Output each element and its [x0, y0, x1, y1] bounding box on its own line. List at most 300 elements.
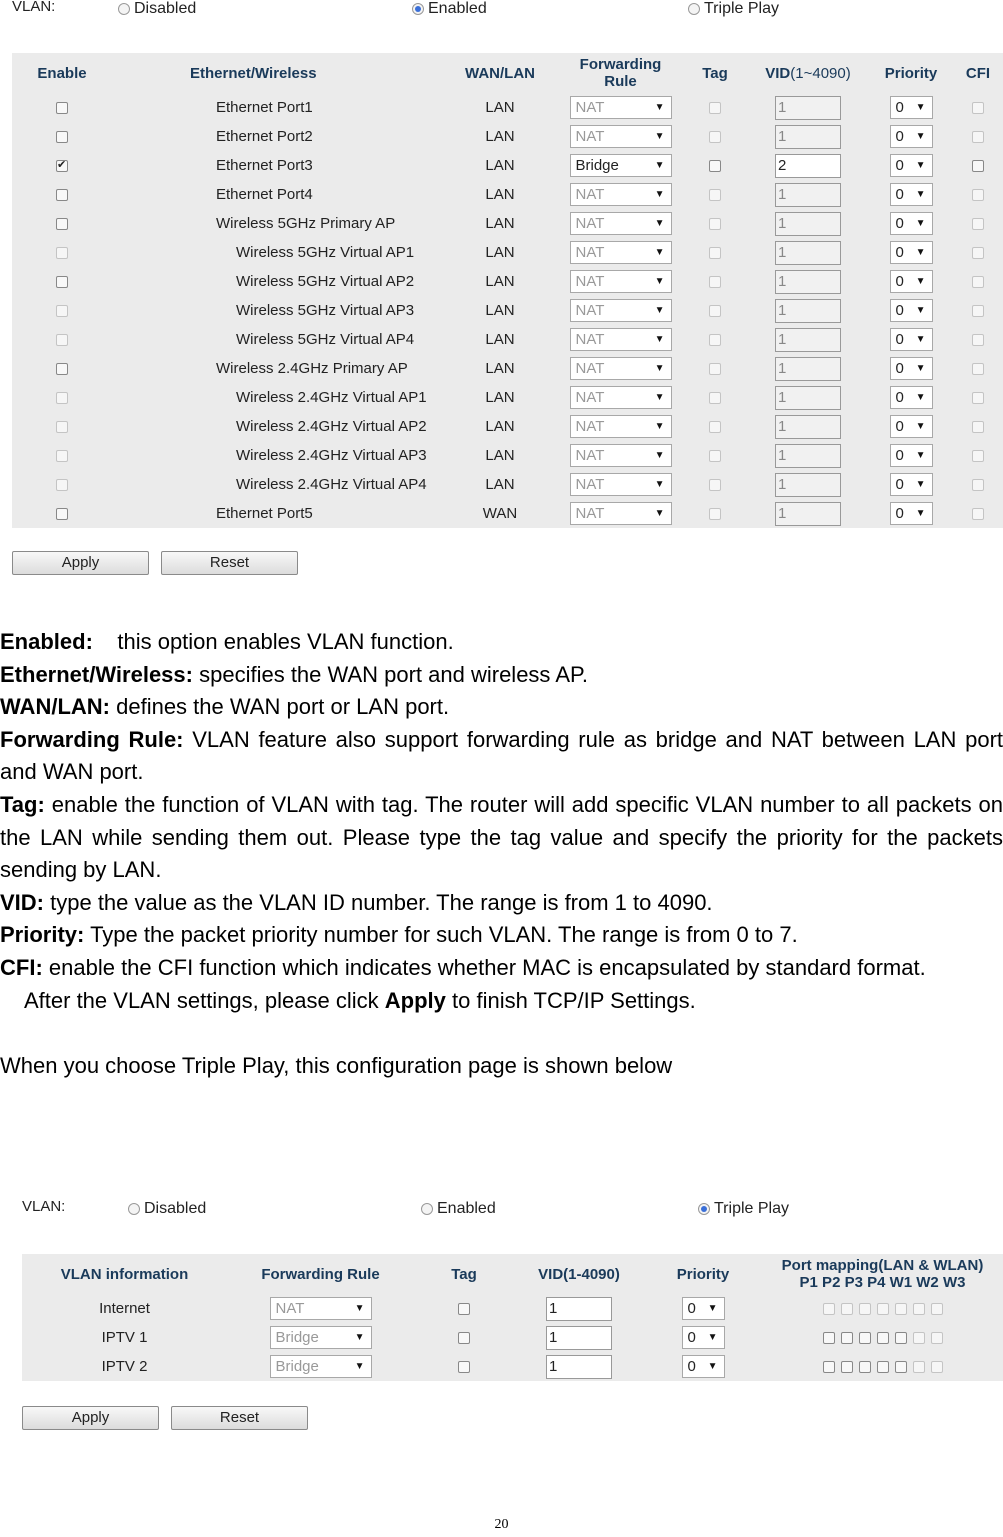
- priority-cell: [869, 209, 953, 238]
- port-map-checkbox[interactable]: [859, 1332, 871, 1344]
- dropdown-arrow-icon: ▼: [915, 508, 926, 519]
- priority-value: 0: [895, 273, 904, 290]
- priority-cell: [869, 180, 953, 209]
- enable-checkbox[interactable]: [56, 189, 68, 201]
- forwarding-rule-select[interactable]: [570, 502, 672, 525]
- tag-checkbox[interactable]: [458, 1361, 470, 1373]
- forwarding-rule-select[interactable]: [270, 1297, 372, 1320]
- forwarding-rule-value: Bridge: [575, 157, 619, 174]
- vid-input[interactable]: [775, 241, 841, 265]
- vlan-mode-row-2: [0, 1200, 1003, 1222]
- port-map-checkbox[interactable]: [895, 1332, 907, 1344]
- tag-checkbox[interactable]: [709, 276, 721, 288]
- tag-checkbox[interactable]: [709, 305, 721, 317]
- vid-cell: [747, 151, 869, 180]
- forwarding-rule-value: NAT: [575, 215, 605, 232]
- enable-checkbox[interactable]: [56, 392, 68, 404]
- enable-checkbox[interactable]: [56, 102, 68, 114]
- radio-disabled-2[interactable]: [128, 1200, 206, 1218]
- desc-tag: [0, 789, 1003, 887]
- wan-lan-value: LAN: [485, 273, 515, 290]
- priority-select[interactable]: [890, 299, 933, 322]
- table-row: [22, 1323, 1003, 1352]
- wan-lan-cell: [442, 180, 558, 209]
- cfi-cell: [953, 470, 1003, 499]
- vid-value: 1: [778, 475, 787, 493]
- forwarding-rule-cell: [558, 122, 683, 151]
- port-mapping-cell: [762, 1323, 1003, 1352]
- vid-value: 1: [549, 1357, 558, 1375]
- tag-checkbox[interactable]: [709, 363, 721, 375]
- tag-checkbox[interactable]: [709, 450, 721, 462]
- cfi-checkbox[interactable]: [972, 479, 984, 491]
- dropdown-arrow-icon: ▼: [654, 421, 665, 432]
- cfi-checkbox[interactable]: [972, 334, 984, 346]
- text-enabled: this option enables VLAN function.: [117, 629, 454, 654]
- port-map-checkbox[interactable]: [931, 1303, 943, 1315]
- dropdown-arrow-icon: ▼: [915, 421, 926, 432]
- radio-selected-icon[interactable]: [412, 3, 424, 15]
- dropdown-arrow-icon: ▼: [915, 334, 926, 345]
- vid-cell: [747, 441, 869, 470]
- port-map-checkbox[interactable]: [841, 1361, 853, 1373]
- tag-checkbox[interactable]: [709, 247, 721, 259]
- term-cfi: CFI:: [0, 954, 43, 980]
- forwarding-rule-select[interactable]: [570, 415, 672, 438]
- tag-cell: [414, 1352, 514, 1381]
- cfi-checkbox[interactable]: [972, 392, 984, 404]
- vid-value: 2: [778, 156, 787, 174]
- port-map-checkbox[interactable]: [913, 1332, 925, 1344]
- port-name-cell: [112, 122, 442, 151]
- forwarding-rule-value: NAT: [575, 447, 605, 464]
- radio-icon[interactable]: [421, 1203, 433, 1215]
- forwarding-rule-select[interactable]: [570, 125, 672, 148]
- vid-input[interactable]: [775, 270, 841, 294]
- vid-cell: [747, 325, 869, 354]
- vlan-info-cell: [22, 1294, 227, 1323]
- forwarding-rule-select[interactable]: [570, 299, 672, 322]
- vid-value: 1: [778, 359, 787, 377]
- forwarding-rule-select[interactable]: [570, 357, 672, 380]
- radio-icon[interactable]: [688, 3, 700, 15]
- forwarding-rule-cell: [558, 441, 683, 470]
- dropdown-arrow-icon: ▼: [915, 363, 926, 374]
- port-name-cell: [112, 209, 442, 238]
- port-map-checkbox[interactable]: [913, 1361, 925, 1373]
- text-ethernet-wireless: specifies the WAN port and wireless AP.: [199, 661, 588, 687]
- forwarding-rule-select[interactable]: [570, 212, 672, 235]
- radio-enabled-2[interactable]: [421, 1200, 496, 1218]
- text-after-prefix: After the VLAN settings, please click: [24, 987, 379, 1013]
- wan-lan-cell: [442, 151, 558, 180]
- cfi-checkbox[interactable]: [972, 131, 984, 143]
- tag-cell: [683, 296, 747, 325]
- term-vid: VID:: [0, 889, 44, 915]
- tag-checkbox[interactable]: [709, 421, 721, 433]
- cfi-checkbox[interactable]: [972, 421, 984, 433]
- vid-input[interactable]: [775, 183, 841, 207]
- port-map-checkbox[interactable]: [895, 1303, 907, 1315]
- port-name-cell: [112, 151, 442, 180]
- cfi-checkbox[interactable]: [972, 102, 984, 114]
- wan-lan-value: LAN: [485, 389, 515, 406]
- forwarding-rule-select[interactable]: [570, 386, 672, 409]
- forwarding-rule-cell: [558, 470, 683, 499]
- priority-cell: [869, 93, 953, 122]
- port-map-checkbox[interactable]: [859, 1361, 871, 1373]
- wan-lan-cell: [442, 93, 558, 122]
- vid-input[interactable]: [775, 444, 841, 468]
- priority-select[interactable]: [890, 386, 933, 409]
- dropdown-arrow-icon: ▼: [654, 479, 665, 490]
- forwarding-rule-cell: [558, 354, 683, 383]
- forwarding-rule-cell: [558, 238, 683, 267]
- vid-input[interactable]: [546, 1297, 612, 1321]
- wan-lan-cell: [442, 441, 558, 470]
- table-row: [12, 470, 1003, 499]
- priority-cell: [644, 1323, 762, 1352]
- priority-select[interactable]: [890, 154, 933, 177]
- port-map-checkbox[interactable]: [877, 1332, 889, 1344]
- vid-input[interactable]: [775, 154, 841, 178]
- dropdown-arrow-icon: ▼: [654, 363, 665, 374]
- port-name: Wireless 2.4GHz Virtual AP1: [236, 389, 427, 406]
- priority-select[interactable]: [682, 1326, 725, 1349]
- priority-select[interactable]: [890, 473, 933, 496]
- enable-cell: [12, 93, 112, 122]
- port-map-checkbox[interactable]: [859, 1303, 871, 1315]
- enable-cell: [12, 151, 112, 180]
- dropdown-arrow-icon: ▼: [354, 1303, 365, 1314]
- term-enabled: Enabled:: [0, 629, 93, 654]
- vid-input[interactable]: [775, 357, 841, 381]
- forwarding-rule-select[interactable]: [570, 444, 672, 467]
- vid-input[interactable]: [775, 473, 841, 497]
- header-wan-lan: WAN/LAN: [465, 64, 535, 82]
- priority-value: 0: [895, 447, 904, 464]
- tag-checkbox[interactable]: [709, 102, 721, 114]
- cfi-checkbox[interactable]: [972, 276, 984, 288]
- enable-cell: [12, 412, 112, 441]
- header-vid-2: VID(1-4090): [538, 1265, 620, 1283]
- priority-cell: [869, 296, 953, 325]
- header-ethernet-wireless: [112, 53, 442, 93]
- enable-checkbox[interactable]: [56, 363, 68, 375]
- cfi-checkbox[interactable]: [972, 218, 984, 230]
- priority-value: 0: [895, 302, 904, 319]
- forwarding-rule-value: Bridge: [275, 1329, 319, 1346]
- cfi-checkbox[interactable]: [972, 160, 984, 172]
- vid-value: 1: [778, 301, 787, 319]
- apply-button[interactable]: Apply: [12, 551, 149, 575]
- port-mapping-cell: [762, 1352, 1003, 1381]
- port-name-cell: [112, 267, 442, 296]
- dropdown-arrow-icon: ▼: [654, 160, 665, 171]
- vid-input[interactable]: [775, 328, 841, 352]
- wan-lan-cell: [442, 499, 558, 528]
- forwarding-rule-select[interactable]: [570, 183, 672, 206]
- cfi-checkbox[interactable]: [972, 363, 984, 375]
- tag-cell: [683, 93, 747, 122]
- port-map-checkbox[interactable]: [931, 1332, 943, 1344]
- description-text: [0, 626, 1003, 1082]
- enable-checkbox[interactable]: [56, 334, 68, 346]
- reset-button-2[interactable]: Reset: [171, 1406, 308, 1430]
- cfi-cell: [953, 93, 1003, 122]
- dropdown-arrow-icon: ▼: [654, 218, 665, 229]
- wan-lan-cell: [442, 354, 558, 383]
- vid-input[interactable]: [775, 386, 841, 410]
- forwarding-rule-select[interactable]: [570, 96, 672, 119]
- port-name: Ethernet Port2: [216, 128, 313, 145]
- vid-cell: [514, 1294, 644, 1323]
- vid-input[interactable]: [546, 1326, 612, 1350]
- port-mapping-group: [762, 1303, 1003, 1315]
- priority-select[interactable]: [890, 415, 933, 438]
- radio-triple-play[interactable]: [688, 0, 779, 18]
- wan-lan-value: LAN: [485, 418, 515, 435]
- port-mapping-group: [762, 1361, 1003, 1373]
- wan-lan-value: LAN: [485, 447, 515, 464]
- port-map-checkbox[interactable]: [841, 1303, 853, 1315]
- port-map-checkbox[interactable]: [895, 1361, 907, 1373]
- vid-value: 1: [778, 127, 787, 145]
- priority-select[interactable]: [682, 1355, 725, 1378]
- vid-input[interactable]: [546, 1355, 612, 1379]
- forwarding-rule-select[interactable]: [270, 1326, 372, 1349]
- priority-select[interactable]: [890, 444, 933, 467]
- vid-cell: [747, 209, 869, 238]
- term-ethernet-wireless: Ethernet/Wireless:: [0, 661, 193, 687]
- port-name-cell: [112, 180, 442, 209]
- priority-select[interactable]: [890, 502, 933, 525]
- vid-input[interactable]: [775, 96, 841, 120]
- header-forwarding-rule-2: Forwarding Rule: [261, 1265, 380, 1283]
- port-map-checkbox[interactable]: [823, 1361, 835, 1373]
- forwarding-rule-cell: [558, 412, 683, 441]
- priority-value: 0: [895, 331, 904, 348]
- wan-lan-value: LAN: [485, 244, 515, 261]
- text-after-suffix: to finish TCP/IP Settings.: [452, 987, 696, 1013]
- vid-value: 1: [549, 1299, 558, 1317]
- port-map-checkbox[interactable]: [913, 1303, 925, 1315]
- enable-checkbox[interactable]: [56, 131, 68, 143]
- enable-checkbox[interactable]: [56, 218, 68, 230]
- table-row: [12, 122, 1003, 151]
- cfi-checkbox[interactable]: [972, 247, 984, 259]
- tag-checkbox[interactable]: [709, 160, 721, 172]
- tag-cell: [414, 1323, 514, 1352]
- wan-lan-cell: [442, 296, 558, 325]
- cfi-checkbox[interactable]: [972, 305, 984, 317]
- vid-input[interactable]: [775, 299, 841, 323]
- dropdown-arrow-icon: ▼: [654, 189, 665, 200]
- enable-checkbox[interactable]: [56, 160, 68, 172]
- priority-select[interactable]: [890, 357, 933, 380]
- cfi-checkbox[interactable]: [972, 189, 984, 201]
- vlan-mode-row: [0, 0, 1003, 22]
- dropdown-arrow-icon: ▼: [915, 189, 926, 200]
- vid-value: 1: [778, 388, 787, 406]
- radio-disabled[interactable]: [118, 0, 196, 18]
- table-row: [12, 238, 1003, 267]
- table-row: [12, 325, 1003, 354]
- port-name-cell: [112, 354, 442, 383]
- desc-forwarding-rule: [0, 724, 1003, 789]
- tag-cell: [414, 1294, 514, 1323]
- header-ethernet-wireless-text: Ethernet/Wireless: [190, 64, 317, 82]
- wan-lan-value: LAN: [485, 302, 515, 319]
- wan-lan-value: LAN: [485, 360, 515, 377]
- enable-cell: [12, 267, 112, 296]
- wan-lan-cell: [442, 122, 558, 151]
- forwarding-rule-value: NAT: [575, 99, 605, 116]
- enable-checkbox[interactable]: [56, 508, 68, 520]
- vid-input[interactable]: [775, 125, 841, 149]
- dropdown-arrow-icon: ▼: [654, 131, 665, 142]
- enable-checkbox[interactable]: [56, 276, 68, 288]
- tag-cell: [683, 209, 747, 238]
- header-tag: Tag: [702, 64, 728, 82]
- enable-checkbox[interactable]: [56, 421, 68, 433]
- enable-cell: [12, 122, 112, 151]
- table-row: [12, 499, 1003, 528]
- tag-checkbox[interactable]: [709, 508, 721, 520]
- vlan-label: VLAN:: [12, 0, 56, 15]
- tag-cell: [683, 238, 747, 267]
- tag-checkbox[interactable]: [458, 1332, 470, 1344]
- dropdown-arrow-icon: ▼: [915, 276, 926, 287]
- enable-checkbox[interactable]: [56, 247, 68, 259]
- header-priority: Priority: [884, 64, 938, 82]
- dropdown-arrow-icon: ▼: [915, 218, 926, 229]
- wan-lan-value: LAN: [485, 331, 515, 348]
- vlan-info-name: Internet: [99, 1300, 150, 1317]
- radio-icon[interactable]: [128, 1203, 140, 1215]
- tag-checkbox[interactable]: [458, 1303, 470, 1315]
- text-after-apply: Apply: [384, 987, 446, 1013]
- port-map-checkbox[interactable]: [823, 1332, 835, 1344]
- forwarding-rule-cell: [558, 180, 683, 209]
- forwarding-rule-select[interactable]: [570, 270, 672, 293]
- priority-cell: [644, 1352, 762, 1381]
- dropdown-arrow-icon: ▼: [915, 392, 926, 403]
- tag-checkbox[interactable]: [709, 189, 721, 201]
- reset-button[interactable]: Reset: [161, 551, 298, 575]
- wan-lan-cell: [442, 383, 558, 412]
- forwarding-rule-cell: [227, 1323, 414, 1352]
- enable-cell: [12, 354, 112, 383]
- cfi-cell: [953, 122, 1003, 151]
- port-name: Wireless 5GHz Virtual AP2: [236, 273, 415, 290]
- vid-input[interactable]: [775, 415, 841, 439]
- table-row: [12, 151, 1003, 180]
- priority-select[interactable]: [890, 183, 933, 206]
- dropdown-arrow-icon: ▼: [915, 131, 926, 142]
- forwarding-rule-select[interactable]: [570, 154, 672, 177]
- tag-checkbox[interactable]: [709, 334, 721, 346]
- cfi-checkbox[interactable]: [972, 508, 984, 520]
- wan-lan-value: LAN: [485, 157, 515, 174]
- priority-select[interactable]: [890, 212, 933, 235]
- enable-checkbox[interactable]: [56, 450, 68, 462]
- priority-value: 0: [687, 1329, 696, 1346]
- priority-select[interactable]: [890, 328, 933, 351]
- priority-select[interactable]: [890, 125, 933, 148]
- enable-cell: [12, 325, 112, 354]
- enable-cell: [12, 499, 112, 528]
- table-row: [12, 180, 1003, 209]
- priority-value: 0: [895, 505, 904, 522]
- cfi-cell: [953, 151, 1003, 180]
- table-row: [12, 441, 1003, 470]
- enable-checkbox[interactable]: [56, 305, 68, 317]
- port-name-cell: [112, 470, 442, 499]
- port-name-cell: [112, 93, 442, 122]
- port-map-checkbox[interactable]: [877, 1361, 889, 1373]
- port-map-checkbox[interactable]: [931, 1361, 943, 1373]
- cfi-checkbox[interactable]: [972, 450, 984, 462]
- priority-value: 0: [895, 99, 904, 116]
- port-map-checkbox[interactable]: [841, 1332, 853, 1344]
- port-name: Wireless 5GHz Primary AP: [216, 215, 396, 232]
- vid-cell: [747, 383, 869, 412]
- forwarding-rule-select[interactable]: [570, 241, 672, 264]
- wan-lan-cell: [442, 238, 558, 267]
- enable-checkbox[interactable]: [56, 479, 68, 491]
- priority-select[interactable]: [890, 96, 933, 119]
- tag-checkbox[interactable]: [709, 218, 721, 230]
- term-tag: Tag:: [0, 791, 45, 817]
- vlan-triple-play-screenshot: [0, 1196, 1003, 1446]
- tag-checkbox[interactable]: [709, 392, 721, 404]
- radio-enabled[interactable]: [412, 0, 487, 18]
- radio-selected-icon[interactable]: [698, 1203, 710, 1215]
- radio-icon[interactable]: [118, 3, 130, 15]
- port-map-checkbox[interactable]: [877, 1303, 889, 1315]
- tag-checkbox[interactable]: [709, 131, 721, 143]
- vid-cell: [747, 238, 869, 267]
- dropdown-arrow-icon: ▼: [654, 276, 665, 287]
- enable-cell: [12, 383, 112, 412]
- vid-cell: [747, 93, 869, 122]
- forwarding-rule-value: Bridge: [275, 1358, 319, 1375]
- enable-cell: [12, 238, 112, 267]
- port-name: Ethernet Port5: [216, 505, 313, 522]
- apply-button-2[interactable]: Apply: [22, 1406, 159, 1430]
- forwarding-rule-select[interactable]: [570, 328, 672, 351]
- forwarding-rule-select[interactable]: [570, 473, 672, 496]
- priority-select[interactable]: [890, 241, 933, 264]
- priority-select[interactable]: [890, 270, 933, 293]
- tag-cell: [683, 267, 747, 296]
- port-map-checkbox[interactable]: [823, 1303, 835, 1315]
- desc-cfi: [0, 952, 1003, 985]
- radio-triple-play-2[interactable]: [698, 1200, 789, 1218]
- tag-checkbox[interactable]: [709, 479, 721, 491]
- text-priority: Type the packet priority number for such VLAN. The range is from 0 to 7.: [90, 922, 798, 948]
- vid-input[interactable]: [775, 502, 841, 526]
- vid-input[interactable]: [775, 212, 841, 236]
- tag-cell: [683, 325, 747, 354]
- priority-select[interactable]: [682, 1297, 725, 1320]
- forwarding-rule-value: NAT: [575, 128, 605, 145]
- wan-lan-cell: [442, 325, 558, 354]
- forwarding-rule-select[interactable]: [270, 1355, 372, 1378]
- dropdown-arrow-icon: ▼: [915, 450, 926, 461]
- enable-cell: [12, 180, 112, 209]
